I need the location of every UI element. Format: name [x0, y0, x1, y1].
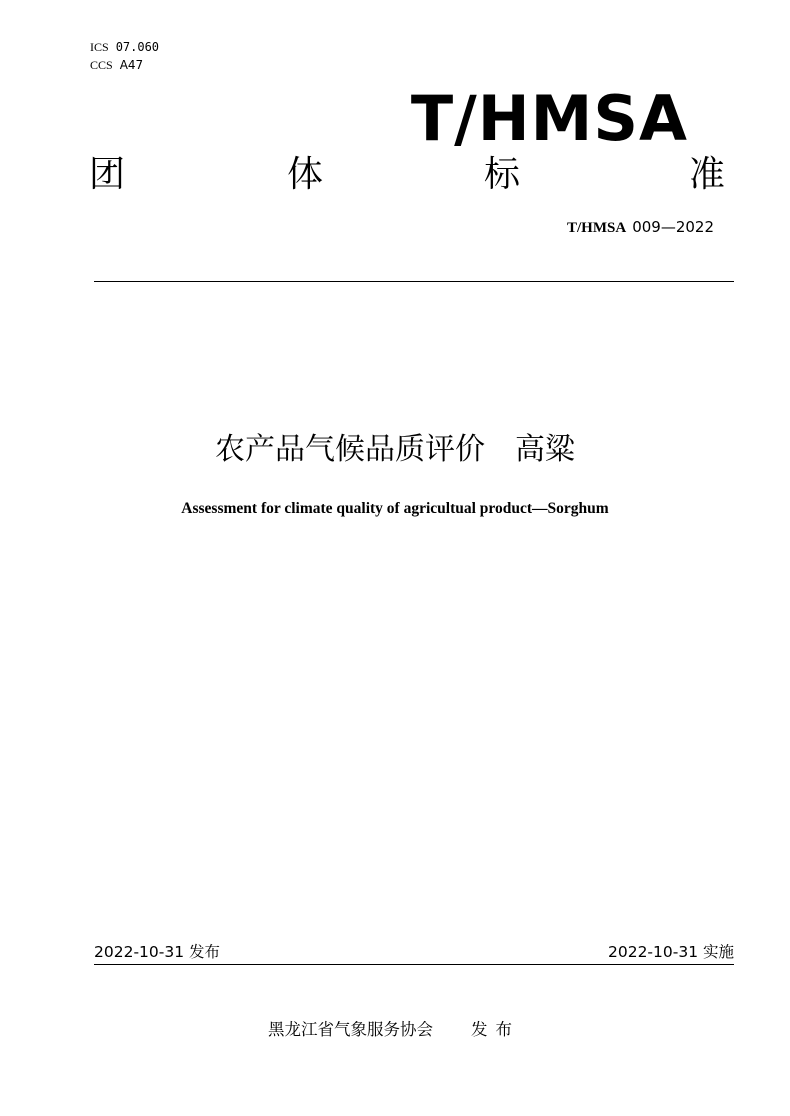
- standard-number: [567, 217, 714, 238]
- publish-date: 2022-10-31 发布: [94, 943, 221, 961]
- standard-type-char-1: 团: [89, 154, 126, 195]
- ics-line: [90, 39, 159, 55]
- ics-code: 07.060: [115, 40, 160, 54]
- publisher-line: [268, 1018, 520, 1042]
- ccs-label: CCS: [90, 58, 113, 72]
- ccs-code: A47: [119, 58, 144, 72]
- ics-label: ICS: [90, 40, 109, 54]
- publisher-name: 黑龙江省气象服务协会: [268, 1020, 433, 1039]
- issue-label: 发布: [471, 1020, 520, 1039]
- standard-type-char-3: 标: [484, 154, 521, 195]
- header-divider: [94, 281, 734, 282]
- implement-date: 2022-10-31 实施: [607, 943, 734, 961]
- document-title-cn: 农产品气候品质评价 高粱: [215, 432, 575, 467]
- standard-type-char-4: 准: [689, 154, 726, 195]
- document-title-en: Assessment for climate quality of agricultual product—Sorghum: [181, 500, 609, 517]
- footer-divider: [94, 964, 734, 965]
- organization-code: T/HMSA: [410, 82, 688, 155]
- standard-number-value: 009—2022: [632, 218, 714, 236]
- ccs-line: [90, 57, 143, 73]
- standard-type-char-2: 体: [287, 154, 324, 195]
- standard-prefix: T/HMSA: [567, 220, 627, 236]
